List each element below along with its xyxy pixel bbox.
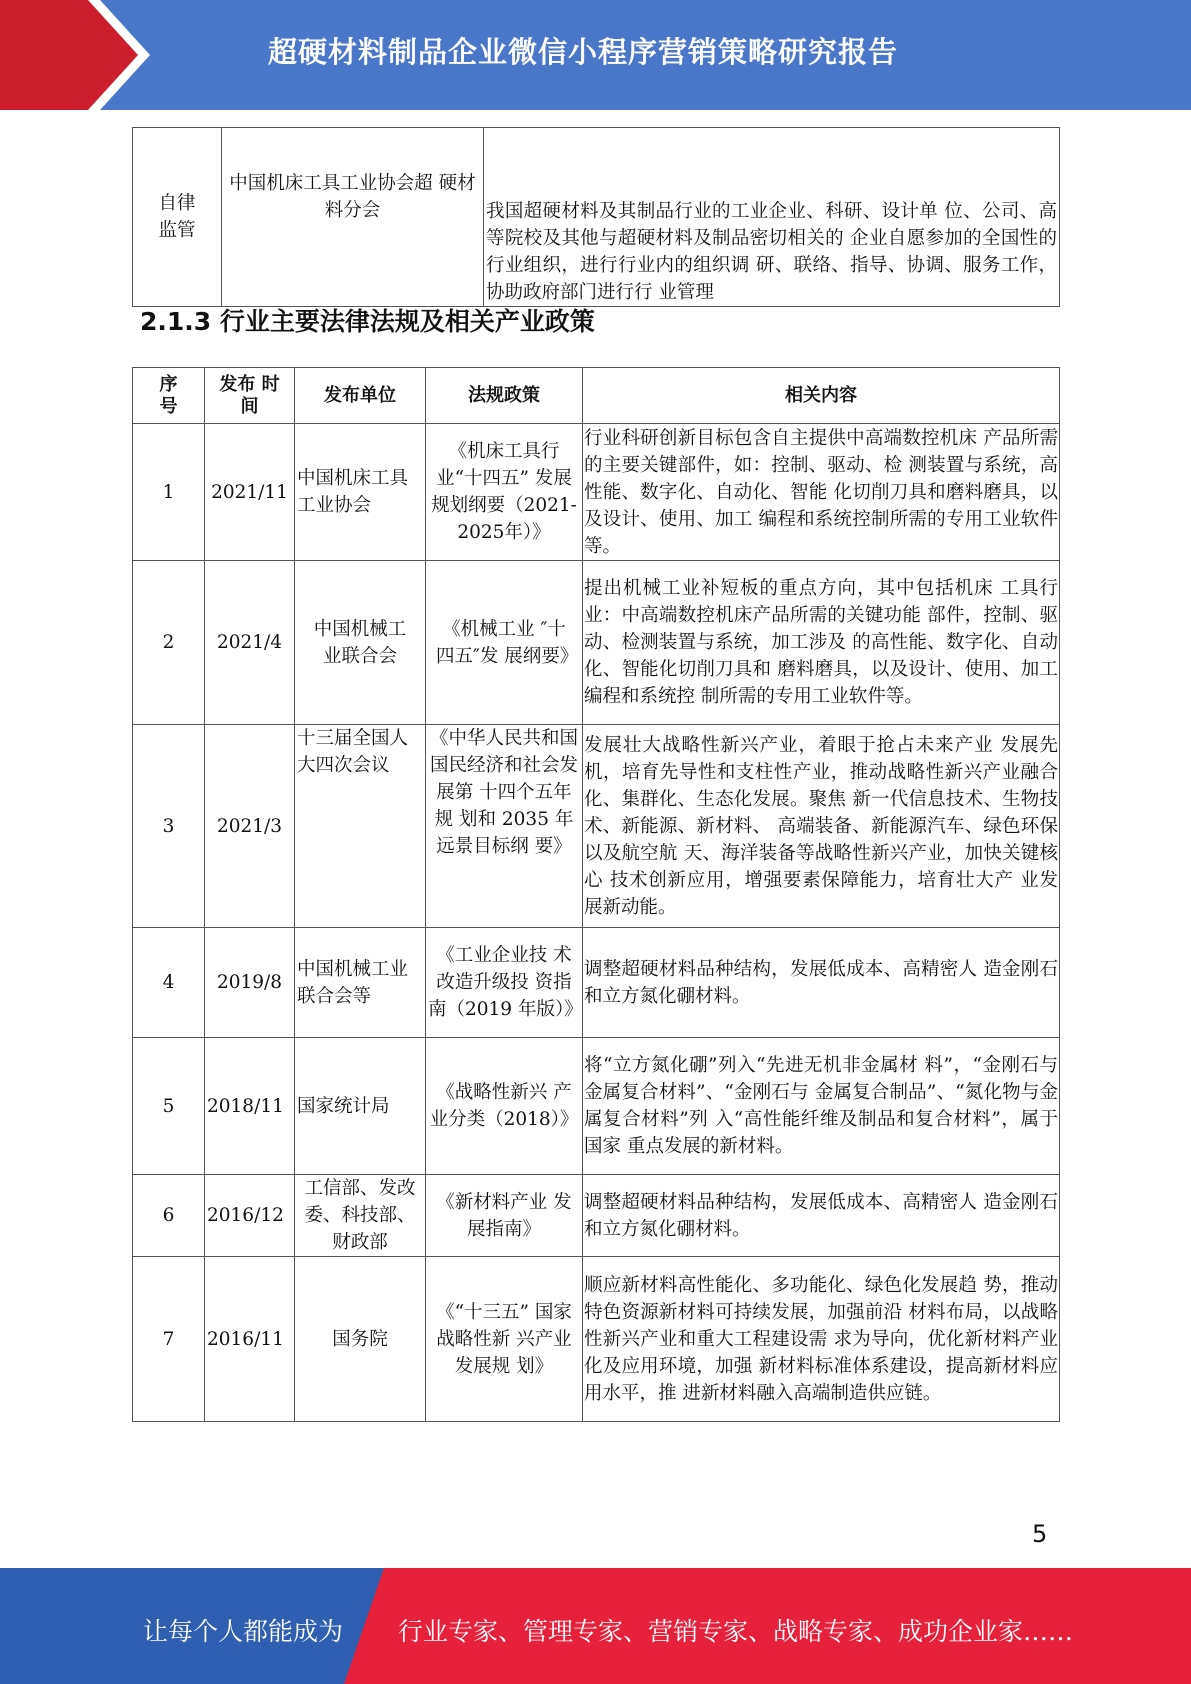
row-no: 1 (133, 424, 205, 561)
regulation-type: 自律监管 (133, 128, 222, 307)
row-policy: 《中华人民共和国国民经济和社会发展第 十四个五年规 划和 2035 年 远景目标纲 要》 (426, 725, 583, 928)
report-title: 超硬材料制品企业微信小程序营销策略研究报告 (268, 35, 899, 69)
row-policy: 《机床工具行 业“十四五” 发展规划纲要（2021-2025年）》 (426, 424, 583, 561)
row-date: 2018/11 (205, 1038, 295, 1175)
row-date: 2016/11 (205, 1257, 295, 1422)
row-org: 工信部、发改委、科技部、财政部 (295, 1175, 426, 1257)
table-row (133, 1175, 1060, 1257)
column-header-date: 发布 时间 (205, 368, 295, 424)
row-policy: 《机械工业 ″十四五″发 展纲要》 (426, 561, 583, 725)
row-date: 2016/12 (205, 1175, 295, 1257)
row-policy: 《“十三五” 国家战略性新 兴产业发展规 划》 (426, 1257, 583, 1422)
column-header-org: 发布单位 (295, 368, 426, 424)
row-content: 提出机械工业补短板的重点方向，其中包括机床 工具行业：中高端数控机床产品所需的关键功能 部件，控制、驱动、检测装置与系统，加工涉及 的高性能、数字化、自动化、智能化切削刀具和 磨料磨具，以及设计、使用、加工编程和系统控 制所需的专用工业软件等。 (583, 561, 1060, 725)
row-date: 2019/8 (205, 928, 295, 1038)
row-no: 4 (133, 928, 205, 1038)
table-row (133, 928, 1060, 1038)
table-row (133, 725, 1060, 928)
row-policy: 《新材料产业 发展指南》 (426, 1175, 583, 1257)
policy-table (132, 367, 1060, 1422)
row-content: 行业科研创新目标包含自主提供中高端数控机床 产品所需的主要关键部件，如：控制、驱动、检 测装置与系统，高性能、数字化、自动化、智能 化切削刀具和磨料磨具，以及设计、使用、加工 编程和系统控制所需的专用工业软件等。 (583, 424, 1060, 561)
row-org: 国务院 (295, 1257, 426, 1422)
row-content: 调整超硬材料品种结构，发展低成本、高精密人 造金刚石和立方氮化硼材料。 (583, 1175, 1060, 1257)
row-org: 十三届全国人大四次会议 (295, 725, 426, 928)
row-no: 2 (133, 561, 205, 725)
regulator-org: 中国机床工具工业协会超 硬材料分会 (222, 128, 484, 307)
section-heading: 2.1.3 行业主要法律法规及相关产业政策 (140, 307, 595, 336)
page-header-banner (0, 0, 1191, 110)
regulator-description: 我国超硬材料及其制品行业的工业企业、科研、设计单 位、公司、高等院校及其他与超硬材料及制品密切相关的 企业自愿参加的全国性的行业组织，进行行业内的组织调 研、联络、指导、协调、服务工作，协助政府部门进行行 业管理 (484, 128, 1060, 307)
footer-slogan-left: 让每个人都能成为 (143, 1617, 344, 1646)
row-content: 将“立方氮化硼”列入“先进无机非金属材 料”，“金刚石与金属复合材料”、“金刚石与 金属复合制品”、“氮化物与金属复合材料”列 入“高性能纤维及制品和复合材料”，属于国家 重点发展的新材料。 (583, 1038, 1060, 1175)
column-header-no: 序号 (133, 368, 205, 424)
row-org: 中国机械工业联合会等 (295, 928, 426, 1038)
row-content: 顺应新材料高性能化、多功能化、绿色化发展趋 势，推动特色资源新材料可持续发展，加强前沿 材料布局，以战略性新兴产业和重大工程建设需 求为导向，优化新材料产业化及应用环境，加强 新材料标准体系建设，提高新材料应用水平，推 进新材料融入高端制造供应链。 (583, 1257, 1060, 1422)
table-row (133, 561, 1060, 725)
table-row (133, 424, 1060, 561)
row-no: 3 (133, 725, 205, 928)
footer-slogan-right: 行业专家、管理专家、营销专家、战略专家、成功企业家…… (398, 1617, 1074, 1646)
row-date: 2021/4 (205, 561, 295, 725)
table-row (133, 1257, 1060, 1422)
table-row (133, 128, 1060, 307)
column-header-content: 相关内容 (583, 368, 1060, 424)
row-content: 调整超硬材料品种结构，发展低成本、高精密人 造金刚石和立方氮化硼材料。 (583, 928, 1060, 1038)
regulator-table-continued (132, 127, 1060, 307)
row-no: 5 (133, 1038, 205, 1175)
row-org: 国家统计局 (295, 1038, 426, 1175)
row-org: 中国机床工具工业协会 (295, 424, 426, 561)
page-number: 5 (1032, 1520, 1048, 1548)
row-date: 2021/11 (205, 424, 295, 561)
page-footer-banner (0, 1568, 1191, 1684)
row-org: 中国机械工业联合会 (295, 561, 426, 725)
row-date: 2021/3 (205, 725, 295, 928)
row-policy: 《战略性新兴 产业分类（2018）》 (426, 1038, 583, 1175)
row-policy: 《工业企业技 术改造升级投 资指南（2019 年版）》 (426, 928, 583, 1038)
column-header-policy: 法规政策 (426, 368, 583, 424)
table-header-row (133, 368, 1060, 424)
row-no: 7 (133, 1257, 205, 1422)
row-content: 发展壮大战略性新兴产业，着眼于抢占未来产业 发展先机，培育先导性和支柱性产业，推动战略性新兴产业融合化、集群化、生态化发展。聚焦 新一代信息技术、生物技术、新能源、新材料、 高端装备、新能源汽车、绿色环保以及航空航 天、海洋装备等战略性新兴产业，加快关键核心 技术创新应用，增强要素保障能力，培育壮大产 业发展新动能。 (583, 725, 1060, 928)
row-no: 6 (133, 1175, 205, 1257)
table-row (133, 1038, 1060, 1175)
